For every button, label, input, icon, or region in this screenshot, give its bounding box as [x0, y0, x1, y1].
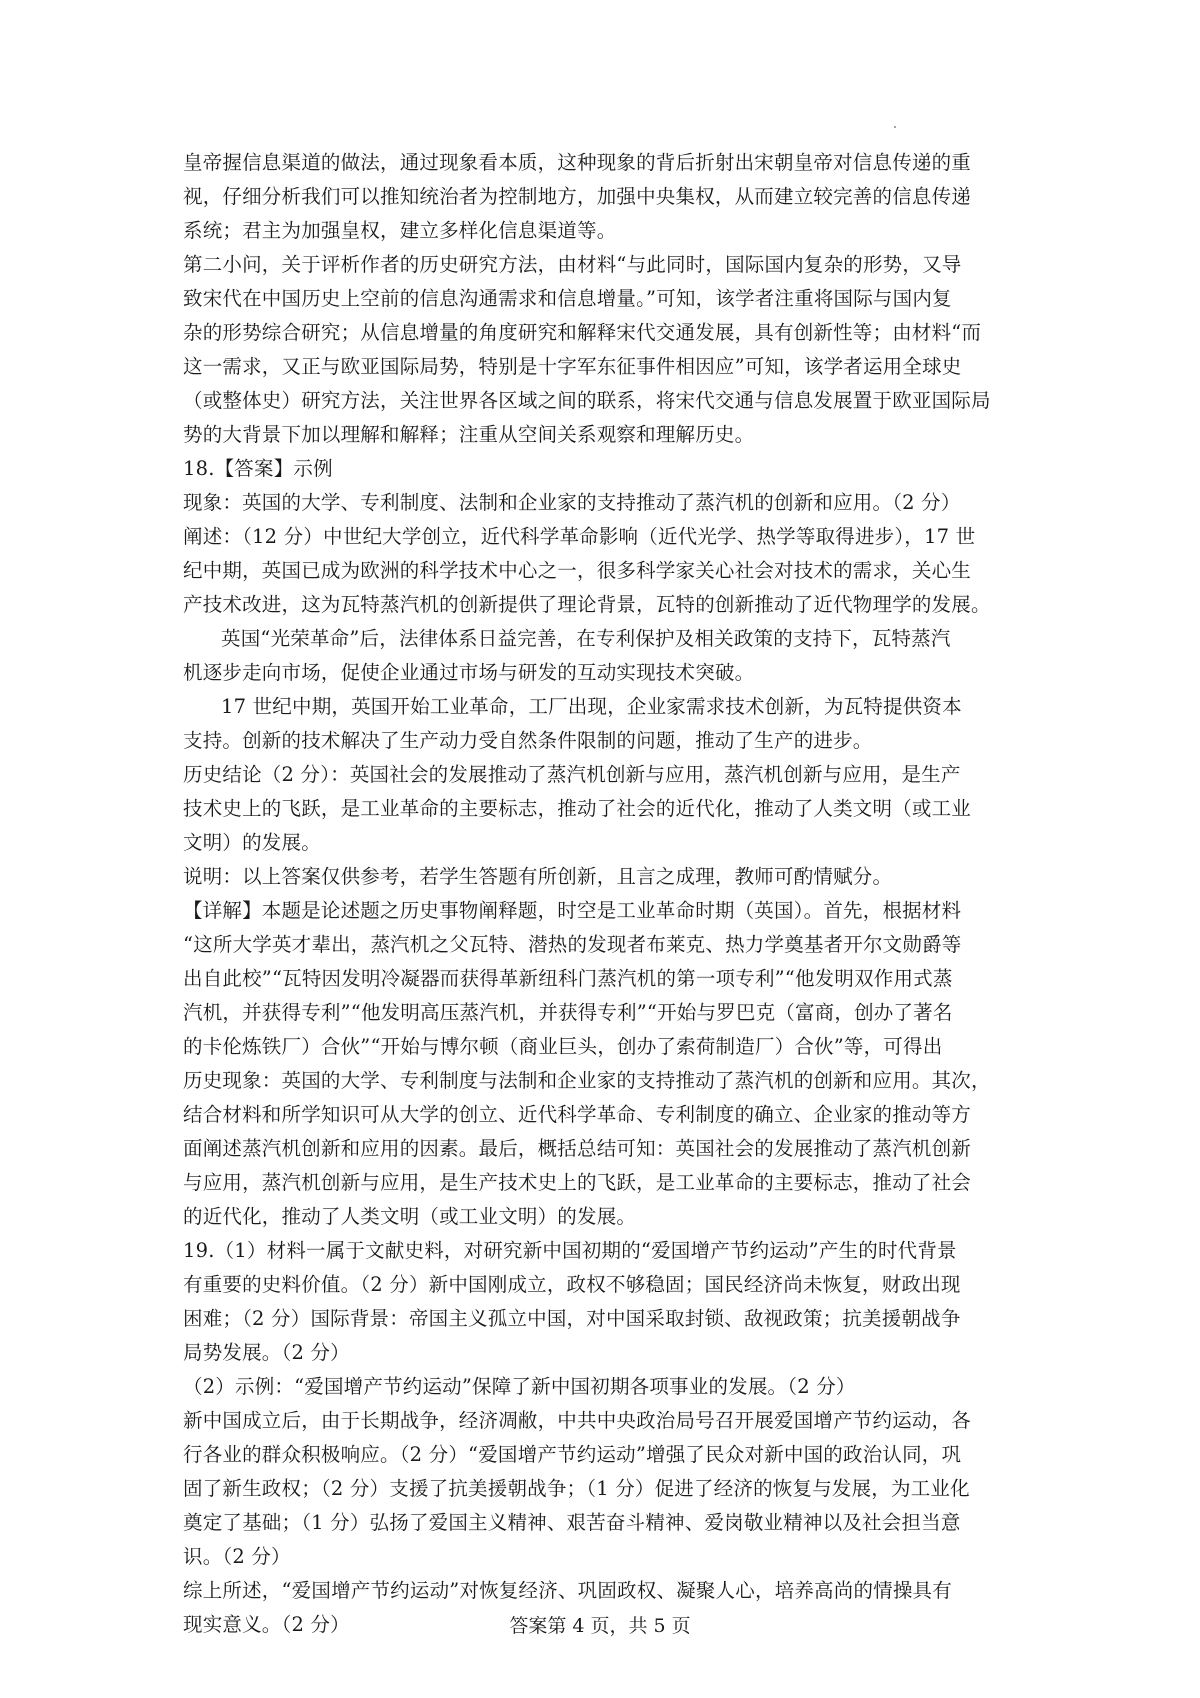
answer-page-body — [183, 146, 1025, 1642]
text-line: （2）示例：“爱国增产节约运动”保障了新中国初期各项事业的发展。（2 分） — [183, 1375, 856, 1398]
text-line: 文明）的发展。 — [183, 831, 321, 854]
text-line: 视，仔细分析我们可以推知统治者为控制地方，加强中央集权，从而建立较完善的信息传递 — [183, 185, 972, 208]
text-line: 机逐步走向市场，促使企业通过市场与研发的互动实现技术突破。 — [183, 661, 755, 684]
text-line: 17 世纪中期，英国开始工业革命，工厂出现，企业家需求技术创新，为瓦特提供资本 — [221, 695, 962, 718]
text-line: 阐述：（12 分）中世纪大学创立，近代科学革命影响（近代光学、热学等取得进步），17 世 — [183, 525, 976, 548]
text-line: 英国“光荣革命”后，法律体系日益完善，在专利保护及相关政策的支持下，瓦特蒸汽 — [221, 627, 951, 650]
page-footer: 答案第 4 页，共 5 页 — [509, 1615, 691, 1637]
text-line: 有重要的史料价值。（2 分）新中国刚成立，政权不够稳固；国民经济尚未恢复，财政出现 — [183, 1273, 961, 1296]
text-line: 19.（1）材料一属于文献史料，对研究新中国初期的“爱国增产节约运动”产生的时代背景 — [183, 1239, 957, 1262]
text-line: 行各业的群众积极响应。（2 分）“爱国增产节约运动”增强了民众对新中国的政治认同，巩 — [183, 1443, 962, 1466]
text-line: 与应用，蒸汽机创新与应用，是生产技术史上的飞跃，是工业革命的主要标志，推动了社会 — [183, 1171, 972, 1194]
text-line: 致宋代在中国历史上空前的信息沟通需求和信息增量。”可知，该学者注重将国际与国内复 — [183, 287, 952, 310]
text-line: 系统；君主为加强皇权，建立多样化信息渠道等。 — [183, 219, 617, 242]
text-line: 产技术改进，这为瓦特蒸汽机的创新提供了理论背景，瓦特的创新推动了近代物理学的发展。 — [183, 593, 991, 616]
text-line: 局势发展。（2 分） — [183, 1341, 350, 1364]
text-line: 现象：英国的大学、专利制度、法制和企业家的支持推动了蒸汽机的创新和应用。（2 分） — [183, 491, 961, 514]
text-line: 说明：以上答案仅供参考，若学生答题有所创新，且言之成理，教师可酌情赋分。 — [183, 865, 893, 888]
text-line: 的近代化，推动了人类文明（或工业文明）的发展。 — [183, 1205, 637, 1228]
text-line: 这一需求，又正与欧亚国际局势，特别是十字军东征事件相因应”可知，该学者运用全球史 — [183, 355, 962, 378]
text-line: 困难；（2 分）国际背景：帝国主义孤立中国，对中国采取封锁、敌视政策；抗美援朝战争 — [183, 1307, 961, 1330]
text-line: （或整体史）研究方法，关注世界各区域之间的联系，将宋代交通与信息发展置于欧亚国际局 — [183, 389, 991, 412]
text-line: 【详解】本题是论述题之历史事物阐释题，时空是工业革命时期（英国）。首先，根据材料 — [183, 899, 962, 922]
text-line: 识。（2 分） — [183, 1545, 291, 1568]
text-line: 面阐述蒸汽机创新和应用的因素。最后，概括总结可知：英国社会的发展推动了蒸汽机创新 — [183, 1137, 972, 1160]
text-line: 的卡伦炼铁厂）合伙”“开始与博尔顿（商业巨头，创办了索荷制造厂）合伙”等，可得出 — [183, 1035, 943, 1058]
text-line: 固了新生政权；（2 分）支援了抗美援朝战争；（1 分）促进了经济的恢复与发展，为工业化 — [183, 1477, 970, 1500]
text-line: 技术史上的飞跃，是工业革命的主要标志，推动了社会的近代化，推动了人类文明（或工业 — [183, 797, 972, 820]
text-line: 纪中期，英国已成为欧洲的科学技术中心之一，很多科学家关心社会对技术的需求，关心生 — [183, 559, 972, 582]
text-line: 奠定了基础；（1 分）弘扬了爱国主义精神、艰苦奋斗精神、爱岗敬业精神以及社会担当意 — [183, 1511, 961, 1534]
text-line: 支持。创新的技术解决了生产动力受自然条件限制的问题，推动了生产的进步。 — [183, 729, 873, 752]
text-line: 结合材料和所学知识可从大学的创立、近代科学革命、专利制度的确立、企业家的推动等方 — [183, 1103, 972, 1126]
text-line: 势的大背景下加以理解和解释；注重从空间关系观察和理解历史。 — [183, 423, 755, 446]
text-line: 新中国成立后，由于长期战争，经济凋敝，中共中央政治局号召开展爱国增产节约运动，各 — [183, 1409, 972, 1432]
text-line: 皇帝握信息渠道的做法，通过现象看本质，这种现象的背后折射出宋朝皇帝对信息传递的重 — [183, 151, 972, 174]
text-line: 18.【答案】示例 — [183, 457, 333, 480]
text-line: 出自此校”“瓦特因发明冷凝器而获得革新纽科门蒸汽机的第一项专利”“他发明双作用式蒸 — [183, 967, 953, 990]
scan-speck — [894, 126, 896, 128]
text-line: 杂的形势综合研究；从信息增量的角度研究和解释宋代交通发展，具有创新性等；由材料“而 — [183, 321, 982, 344]
text-line: “这所大学英才辈出，蒸汽机之父瓦特、潜热的发现者布莱克、热力学奠基者开尔文勋爵等 — [183, 933, 962, 956]
text-line: 第二小问，关于评析作者的历史研究方法，由材料“与此同时，国际国内复杂的形势，又导 — [183, 253, 962, 276]
text-line: 汽机，并获得专利”“他发明高压蒸汽机，并获得专利”“开始与罗巴克（富商，创办了著名 — [183, 1001, 953, 1024]
text-line: 现实意义。（2 分） — [183, 1613, 350, 1636]
text-line: 综上所述，“爱国增产节约运动”对恢复经济、巩固政权、凝聚人心，培养高尚的情操具有 — [183, 1579, 952, 1602]
text-line: 历史现象：英国的大学、专利制度与法制和企业家的支持推动了蒸汽机的创新和应用。其次， — [183, 1069, 991, 1092]
text-line: 历史结论（2 分）：英国社会的发展推动了蒸汽机创新与应用，蒸汽机创新与应用，是生产 — [183, 763, 961, 786]
